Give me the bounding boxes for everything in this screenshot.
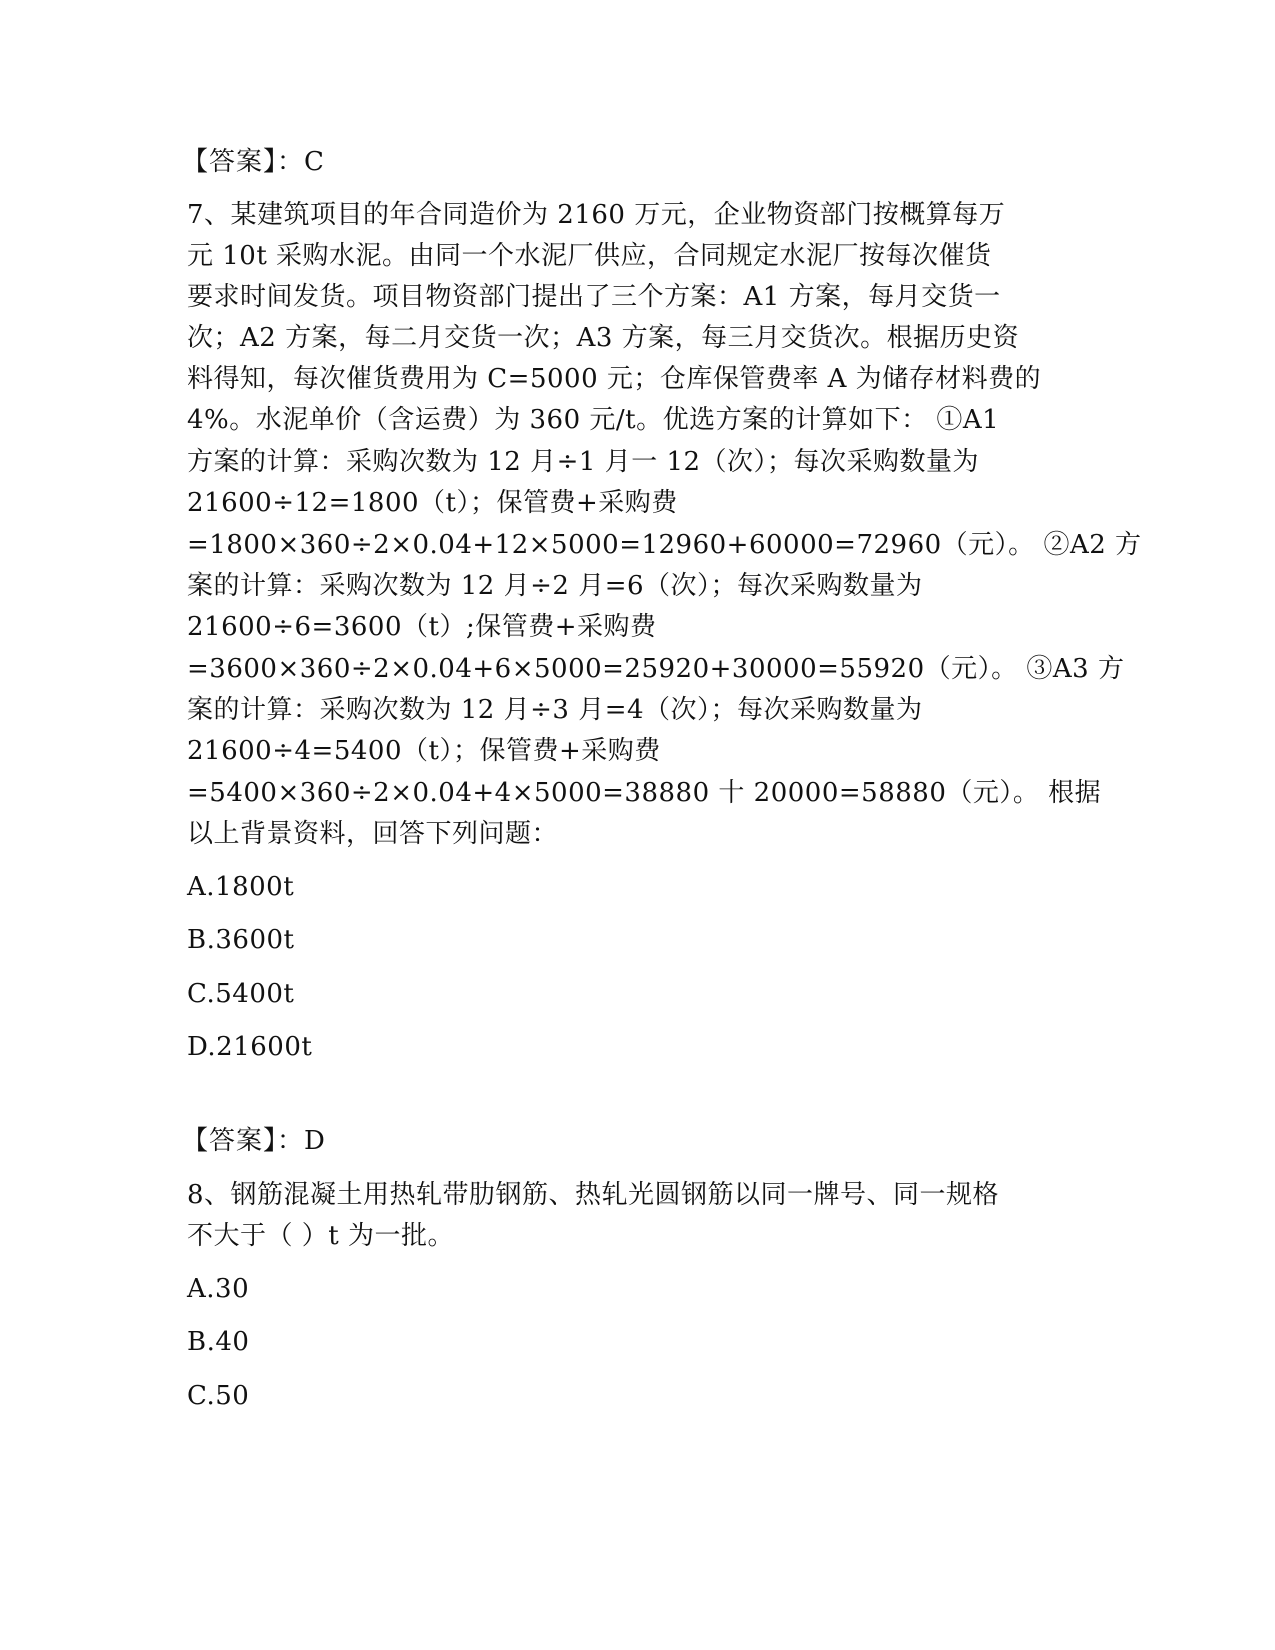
question-8-text-line: 8、钢筋混凝土用热轧带肋钢筋、热轧光圆钢筋以同一牌号、同一规格	[187, 1180, 1000, 1210]
question-7-text-line: 次；A2 方案，每二月交货一次；A3 方案，每三月交货次。根据历史资	[187, 323, 1020, 353]
question-7-text-line: 案的计算：采购次数为 12 月÷2 月=6（次）；每次采购数量为	[187, 571, 923, 601]
question-7-text-line: =5400×360÷2×0.04+4×5000=38880 十 20000=58880（元）。 根据	[187, 778, 1102, 808]
question-7-text-line: 21600÷6=3600（t）;保管费+采购费	[187, 612, 657, 642]
question-8-option-c: C.50	[187, 1381, 250, 1411]
question-7-text-line: 4%。水泥单价（含运费）为 360 元/t。优选方案的计算如下： ①A1	[187, 405, 1000, 435]
question-7-text-line: 方案的计算：采购次数为 12 月÷1 月一 12（次）；每次采购数量为	[187, 447, 980, 477]
question-8-option-b: B.40	[187, 1327, 250, 1357]
answer-line-q6: 【答案】：C	[182, 147, 325, 177]
question-7-text-line: 料得知，每次催货费用为 C=5000 元；仓库保管费率 A 为储存材料费的	[187, 364, 1042, 394]
question-7-option-d: D.21600t	[187, 1032, 313, 1062]
question-7-text-line: 案的计算：采购次数为 12 月÷3 月=4（次）；每次采购数量为	[187, 695, 923, 725]
question-7-text-line: 7、某建筑项目的年合同造价为 2160 万元，企业物资部门按概算每万	[187, 200, 1006, 230]
question-7-text-line: 要求时间发货。项目物资部门提出了三个方案：A1 方案，每月交货一	[187, 282, 1001, 312]
question-7-text-line: 21600÷4=5400（t）；保管费+采购费	[187, 736, 661, 766]
question-7-text-line: 以上背景资料，回答下列问题：	[187, 819, 559, 849]
question-7-text-line: 元 10t 采购水泥。由同一个水泥厂供应，合同规定水泥厂按每次催货	[187, 241, 992, 271]
question-7-option-b: B.3600t	[187, 925, 295, 955]
question-8-text-line: 不大于（ ）t 为一批。	[187, 1221, 454, 1251]
question-7-option-a: A.1800t	[187, 872, 295, 902]
question-7-text-line: =1800×360÷2×0.04+12×5000=12960+60000=72960（元）。 ②A2 方	[187, 530, 1142, 560]
answer-line-q7: 【答案】：D	[182, 1126, 326, 1156]
question-7-text-line: 21600÷12=1800（t）；保管费+采购费	[187, 488, 678, 518]
question-7-text-line: =3600×360÷2×0.04+6×5000=25920+30000=55920（元）。 ③A3 方	[187, 654, 1125, 684]
question-8-option-a: A.30	[187, 1274, 250, 1304]
question-7-option-c: C.5400t	[187, 979, 295, 1009]
